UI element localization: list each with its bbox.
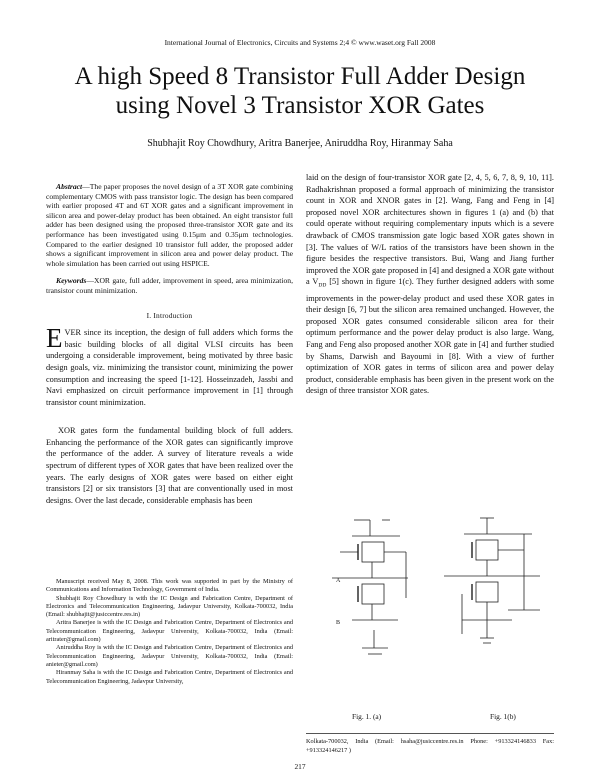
abstract bbox=[46, 182, 293, 268]
paper-title bbox=[40, 62, 560, 120]
footnote-author-1: Shubhajit Roy Chowdhury is with the IC Design and Fabrication Centre, Department of Electronics and Telecommunication Engineering, Jadavpur University, Kolkata-700032, India (Email: shubhajit@jusiccentre.res.in) bbox=[46, 594, 293, 619]
right-paragraph-1-text: laid on the design of four-transistor XOR gate [2, 4, 5, 6, 7, 8, 9, 10, 11]. Radhakrishnan proposed a formal approach of minimizing the transistor count in XOR and XNOR gates in [2]. Wang, Fang and Feng in [4] proposed novel XOR architectures shown in figures 1 (a) and (b) that could operate without requiring complementary inputs which is a severe drawback of CMOS transmission gate logic based XOR gates shown in [3]. The values of W/L ratios of the transistors have been shown in the figure besides the respective transistors. Bui, Wang and Jiang further improved the XOR gate proposed in [4] and designed a XOR gate without a V bbox=[306, 173, 554, 287]
figure-caption-a: Fig. 1. (a) bbox=[352, 712, 382, 721]
footnote-manuscript: Manuscript received May 8, 2008. This work was supported in part by the Ministry of Communications and Information Technology, Government of India. bbox=[46, 578, 293, 594]
section-heading-introduction: I. Introduction bbox=[146, 310, 193, 320]
right-paragraph-1 bbox=[306, 172, 554, 397]
abstract-text: —The paper proposes the novel design of a 3T XOR gate combining complementary CMOS with pass transistor logic. The design has been compared with earlier proposed 4T and 6T XOR gates and a significant improvement in silicon area and power-delay product has been obtained. An eight transistor full adder has been designed using the proposed three-transistor XOR gate and its performance has been investigated using 0.15μm and 0.35μm technologies. Compared to the earlier designed 10 transistor full adder, the proposed adder shows a significant improvement in silicon area and power delay product. The whole simulation has been carried out using HSPICE. bbox=[46, 182, 293, 268]
footnote-divider bbox=[306, 733, 554, 734]
schematic-fig-1a bbox=[332, 520, 408, 654]
intro-paragraph-1 bbox=[46, 323, 293, 408]
keywords-text: —XOR gate, full adder, improvement in speed, area minimization, transistor count minimization. bbox=[46, 276, 293, 295]
title-line-2: using Novel 3 Transistor XOR Gates bbox=[115, 92, 485, 119]
title-line-1: A high Speed 8 Transistor Full Adder Design bbox=[74, 63, 526, 90]
keywords bbox=[46, 276, 293, 295]
footnote-author-2: Aritra Banerjee is with the IC Design and Fabrication Centre, Department of Electronics and Telecommunication Engineering, Jadavpur University, Kolkata-700032, India (Email: aritrater@gmail.com) bbox=[46, 619, 293, 644]
contact-footnote: Kolkata-700032, India (Email: hsaha@jusiccentre.res.in Phone: +913324146833 Fax: +913324146217 ) bbox=[306, 738, 554, 754]
input-a-label: A bbox=[336, 578, 341, 584]
figure-caption-b: Fig. 1(b) bbox=[490, 712, 516, 721]
schematic-fig-1b bbox=[444, 518, 540, 643]
right-paragraph-1-end: [5] shown in figure 1(c). They further designed adders with some improvements in the power-delay product and used these XOR gates in their design [6, 7] but the silicon area remained unchanged. However, the proposed XOR gates consumed considerable silicon area for their optimum performance and the power delay product is also large. Wang, Fang and Feng also proposed another XOR gate in [4] and further studied by Shams, Darwish and Bayoumi in [8]. With a view of further optimization of XOR gates in terms of silicon area and power delay product, considerable emphasis has been given in the present work on the design of three transistor XOR gates. bbox=[306, 277, 555, 396]
keywords-label: Keywords bbox=[56, 276, 87, 286]
input-b-label: B bbox=[336, 620, 341, 626]
xor-schematics-figure bbox=[312, 498, 552, 688]
intro-paragraph-1-text: VER since its inception, the design of full adders which forms the basic building blocks of all digital VLSI circuits has been undergoing a considerable improvement, being motivated by three basic design goals, viz. minimizing the transistor count, minimizing the power consumption and increasing the speed [1-12]. Hosseinzadeh, Jassbi and Navi emphasized on circuit performance improvement in [1] through transistor count minimization. bbox=[46, 328, 293, 407]
journal-header: International Journal of Electronics, Circuits and Systems 2;4 © www.waset.org Fall 2008 bbox=[164, 38, 436, 47]
right-column bbox=[306, 172, 554, 397]
footnotes bbox=[46, 578, 293, 686]
intro-paragraph-2: XOR gates form the fundamental building block of full adders. Enhancing the performance of the XOR gates can significantly improve the performance of the adder. A survey of literature reveals a wide spectrum of different types of XOR gates that have been realized over the years. The early designs of XOR gates were based on either eight transistors [2] or six transistors [3] that are conventionally used in most designs. Over the last decade, considerable emphasis has been bbox=[46, 426, 293, 505]
footnote-author-3: Aniruddha Roy is with the IC Design and Fabrication Centre, Department of Electronics and Telecommunication Engineering, Jadavpur University, Kolkata-700032, India (Email: anieter@gmail.com) bbox=[46, 644, 293, 668]
drop-cap: E bbox=[46, 323, 63, 354]
abstract-label: Abstract bbox=[56, 182, 83, 191]
page-number: 217 bbox=[294, 762, 306, 771]
footnote-author-4: Hiranmay Saha is with the IC Design and Fabrication Centre, Department of Electronics and Telecommunication Engineering, Jadavpur University, bbox=[46, 669, 293, 685]
author-list: Shubhajit Roy Chowdhury, Aritra Banerjee, Aniruddha Roy, Hiranmay Saha bbox=[147, 138, 453, 149]
left-column bbox=[46, 182, 293, 506]
vdd-subscript: DD bbox=[318, 283, 327, 289]
figure-1 bbox=[312, 498, 552, 688]
